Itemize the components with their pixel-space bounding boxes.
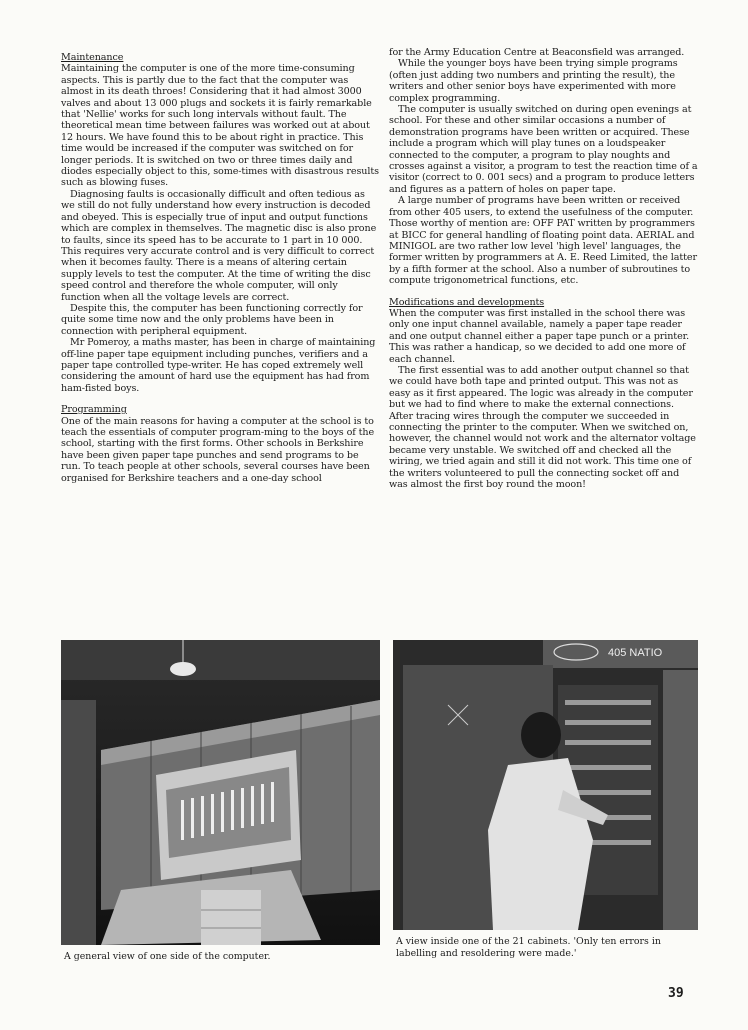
cabinet-photo [393, 640, 698, 930]
paragraph: Mr Pomeroy, a maths master, has been in charge of maintaining off-line paper tape equipment including punches, verifiers and a paper tape controlled type-writer. He has coped extremely well considering the amount of hard use the equipment has had from ham-fisted boys. [61, 337, 376, 394]
maintenance-heading: Maintenance [61, 52, 124, 63]
programming-heading: Programming [61, 404, 127, 416]
cabinet-label: 405 NATIO [608, 647, 663, 659]
left-column [61, 52, 379, 484]
right-column [389, 47, 699, 490]
paragraph: A large number of programs have been written or received from other 405 users, to extend the usefulness of the computer. Those worthy of mention are: OFF PAT written by programmers at BICC for general handling of floating point data. AERIAL and MINIGOL are two rather low level 'high level' languages, the former written by programmers at A. E. Reed Limited, the latter by a fifth former at the school. Also a number of subroutines to compute trigonometrical functions, etc. [389, 195, 697, 287]
paragraph: When the computer was first installed in the school there was only one input channel available, namely a paper tape reader and one output channel either a paper tape punch or a printer. This was rather a handicap, so we decided to add one more of each channel. [389, 307, 690, 365]
left-photo-caption: A general view of one side of the computer. [64, 951, 271, 962]
paragraph: Diagnosing faults is occasionally difficult and often tedious as we still do not fully understand how every instruction is decoded and obeyed. This is especially true of input and output functions which are complex in themselves. The magnetic disc is also prone to faults, since its speed has to be accurate to 1 part in 10 000. This requires very accurate control and is very difficult to correct when it becomes faulty. There is a means of altering certain supply levels to test the computer. At the time of writing the disc speed control and therefore the whole computer, will only function when all the voltage levels are correct. [61, 188, 377, 303]
right-photo-caption: A view inside one of the 21 cabinets. 'Only ten errors in labelling and resoldering were made.' [396, 936, 661, 959]
paragraph: The first essential was to add another output channel so that we could have both tape and printed output. This was not as easy as it first appeared. The logic was already in the computer but we had to find where to make the external connections. After tracing wires through the computer we succeeded in connecting the printer to the computer. When we switched on, however, the channel would not work and the alternator voltage became very unstable. We switched off and checked all the wiring, we tried again and still it did not work. This time one of the writers volunteered to pull the connecting socket off and was almost the first boy round the moon! [389, 364, 696, 491]
paragraph: While the younger boys have been trying simple programs (often just adding two numbers and printing the result), the writers and other senior boys have experimented with more complex programming. [389, 58, 678, 104]
paragraph: One of the main reasons for having a computer at the school is to teach the essentials of computer program-ming to the boys of the school, starting with the first forms. Other schools in Berkshire have been given paper tape punches and send programs to be run. To teach people at other schools, several courses have been organised for Berkshire teachers and a one-day school [61, 415, 375, 484]
paragraph: for the Army Education Centre at Beaconsfield was arranged. [389, 47, 685, 58]
modifications-heading: Modifications and developments [389, 296, 545, 308]
page-number: 39 [668, 986, 684, 1001]
computer-photo [61, 640, 380, 945]
paragraph: Despite this, the computer has been functioning correctly for quite some time now and the only problems have been in connection with peripheral equipment. [61, 302, 363, 337]
paragraph: Maintaining the computer is one of the more time-consuming aspects. This is partly due to the fact that the computer was almost in its death throes! Considering that it had almost 3000 valves and about 13 000 plugs and sockets it is fairly remarkable that 'Nellie' works for such long intervals without fault. The theoretical mean time between failures was worked out at about 12 hours. We have found this to be about right in practice. This time would be increased if the computer was switched on for longer periods. It is switched on two or three times daily and diodes especially object to this, some-times with disastrous results such as blowing fuses. [61, 63, 379, 189]
paragraph: The computer is usually switched on during open evenings at school. For these and other similar occasions a number of demonstration programs have been written or acquired. These include a program which will play tunes on a loudspeaker connected to the computer, a program to play noughts and crosses against a visitor, a program to test the reaction time of a visitor (correct to 0. 001 secs) and a program to produce letters and figures as a pattern of holes on paper tape. [389, 104, 698, 195]
